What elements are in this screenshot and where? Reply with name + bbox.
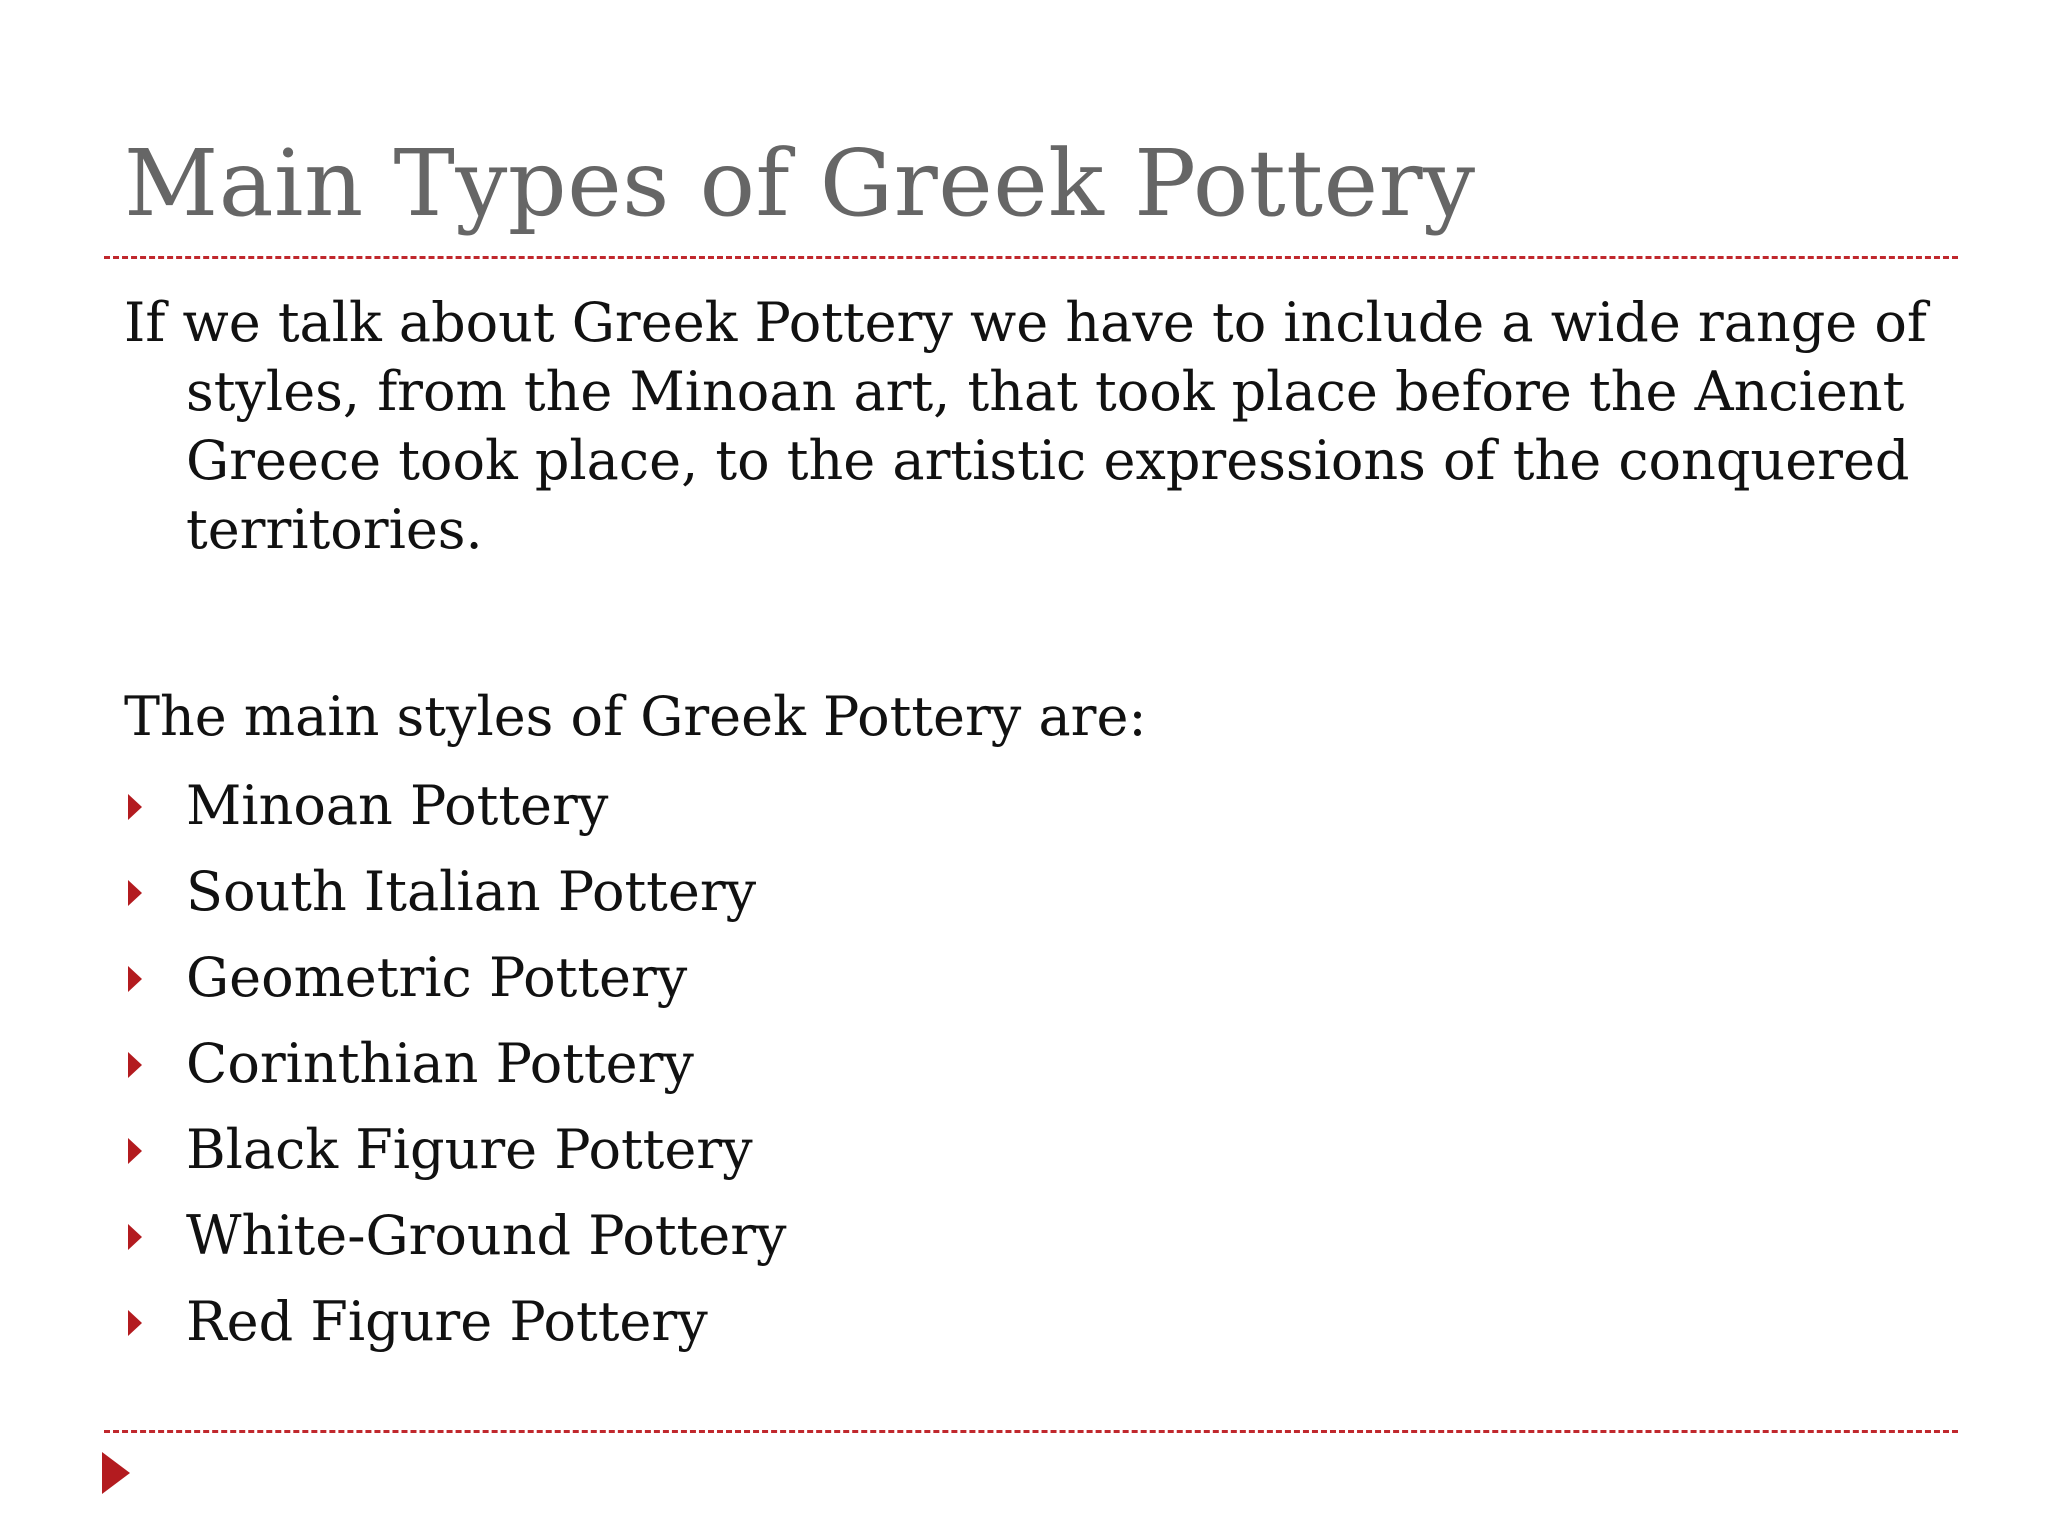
- triangle-right-icon: [128, 1052, 142, 1078]
- slide-title: Main Types of Greek Pottery: [124, 130, 1476, 237]
- list-item: [124, 849, 1944, 935]
- list-item-label: South Italian Pottery: [186, 860, 757, 923]
- styles-list: [124, 763, 1944, 1365]
- slide-body: [124, 288, 1944, 1365]
- intro-paragraph: If we talk about Greek Pottery we have to include a wide range of styles, from the Minoan art, that took place before the Ancient Greece took place, to the artistic expressions of the conquered territories.: [124, 291, 1927, 561]
- list-item: [124, 1279, 1944, 1365]
- triangle-right-icon: [128, 1224, 142, 1250]
- list-item: [124, 1021, 1944, 1107]
- triangle-right-icon: [128, 1310, 142, 1336]
- list-item: [124, 1107, 1944, 1193]
- styles-lead-text: The main styles of Greek Pottery are:: [124, 685, 1147, 748]
- triangle-right-icon: [128, 880, 142, 906]
- list-item-label: Geometric Pottery: [186, 946, 688, 1009]
- footer-triangle-right-icon: [102, 1452, 130, 1494]
- list-item-label: Corinthian Pottery: [186, 1032, 694, 1095]
- list-item-label: White-Ground Pottery: [186, 1204, 787, 1267]
- list-item-label: Black Figure Pottery: [186, 1118, 753, 1181]
- title-divider: [104, 256, 1958, 259]
- footer-divider: [104, 1430, 1958, 1433]
- list-item-label: Red Figure Pottery: [186, 1290, 708, 1353]
- triangle-right-icon: [128, 966, 142, 992]
- list-item-label: Minoan Pottery: [186, 774, 609, 837]
- list-item: [124, 763, 1944, 849]
- list-item: [124, 935, 1944, 1021]
- list-item: [124, 1193, 1944, 1279]
- triangle-right-icon: [128, 1138, 142, 1164]
- triangle-right-icon: [128, 794, 142, 820]
